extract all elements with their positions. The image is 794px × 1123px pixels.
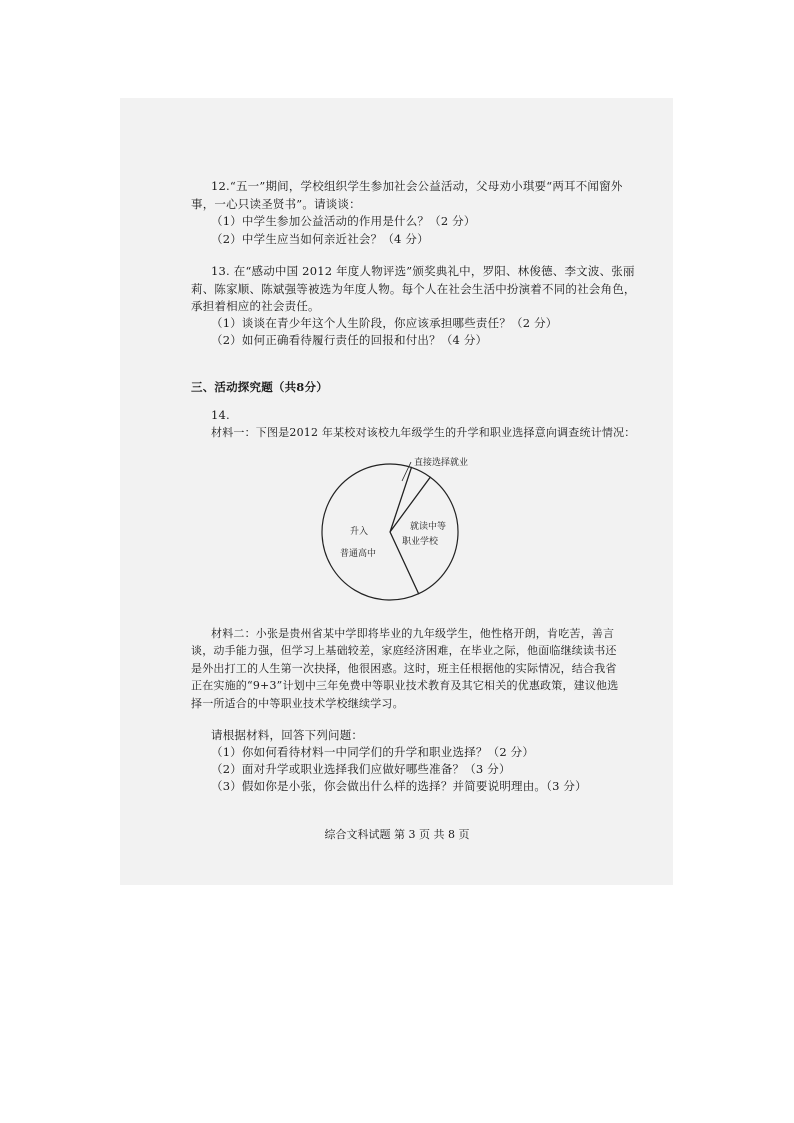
q14-number: 14. — [211, 408, 230, 422]
label-vocational-1: 就读中等 — [410, 522, 447, 532]
section-heading: 三、活动探究题（共8分） — [191, 380, 328, 394]
q12-line2: 事，一心只读圣贤书”。请谈谈： — [191, 197, 361, 211]
pie-chart — [318, 452, 478, 602]
q12-sub1: （1）中学生参加公益活动的作用是什么？（2 分） — [211, 214, 476, 228]
q14-sub1: （1）你如何看待材料一中同学们的升学和职业选择？（2 分） — [211, 745, 535, 759]
q14-material2-line3: 是外出打工的人生第一次抉择，他很困惑。这时，班主任根据他的实际情况，结合我省 — [191, 662, 617, 675]
q14-material2-line1: 材料二：小张是贵州省某中学即将毕业的九年级学生，他性格开朗，肯吃苦，善言 — [211, 627, 615, 640]
label-employment: 直接选择就业 — [414, 458, 469, 468]
q12-line1: 12.“五一”期间，学校组织学生参加社会公益活动，父母劝小琪要“两耳不闻窗外 — [211, 179, 623, 193]
q14-sub2: （2）面对升学或职业选择我们应做好哪些准备？（3 分） — [211, 762, 511, 776]
q12-sub2: （2）中学生应当如何亲近社会？（4 分） — [211, 232, 429, 246]
label-highschool-2: 普通高中 — [340, 549, 377, 559]
q14-material1: 材料一：下图是2012 年某校对该校九年级学生的升学和职业选择意向调查统计情况： — [211, 426, 636, 439]
q14-material2-line4: 正在实施的“9+3”计划中三年免费中等职业技术教育及其它相关的优惠政策，建议他选 — [191, 679, 619, 692]
q14-sub3: （3）假如你是小张，你会做出什么样的选择？并简要说明理由。（3 分） — [211, 779, 587, 793]
q13-line2: 莉、陈家顺、陈斌强等被选为年度人物。每个人在社会生活中扮演着不同的社会角色， — [191, 282, 636, 296]
q13-sub2: （2）如何正确看待履行责任的回报和付出？（4 分） — [211, 333, 488, 347]
q13-line1: 13. 在“感动中国 2012 年度人物评选”颁奖典礼中，罗阳、林俊德、李文波、张丽 — [211, 264, 635, 278]
label-highschool-1: 升入 — [350, 527, 369, 537]
q13-sub1: （1）谈谈在青少年这个人生阶段，你应该承担哪些责任？（2 分） — [211, 316, 558, 330]
q13-line3: 承担着相应的社会责任。 — [191, 299, 320, 313]
page-footer: 综合文科试题 第 3 页 共 8 页 — [324, 828, 470, 841]
q14-material2-line2: 谈，动手能力强，但学习上基础较差，家庭经济困难，在毕业之际，他面临继续读书还 — [191, 644, 617, 657]
q14-material2-line5: 择一所适合的中等职业技术学校继续学习。 — [191, 697, 404, 710]
q14-prompt: 请根据材料，回答下列问题： — [211, 728, 364, 742]
label-vocational-2: 职业学校 — [402, 537, 439, 547]
